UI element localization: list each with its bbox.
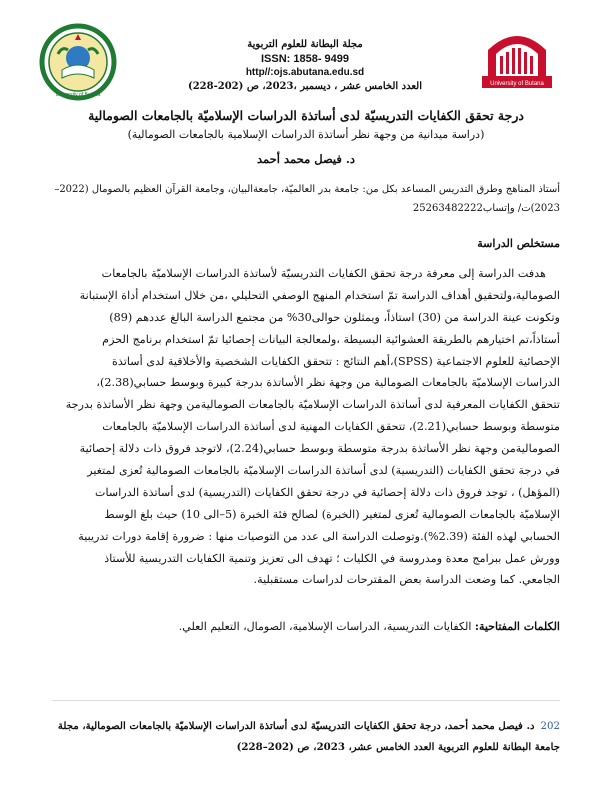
citation-footer: [40, 716, 560, 758]
journal-issn: ISSN: 1858- 9499: [260, 53, 350, 65]
citation-line: جامعة البطانة للعلوم التربوية العدد الخامس عشر، 2023، ص (202–228): [236, 741, 560, 753]
journal-issue: العدد الخامس عشر ، ديسمبر ،2023، ص (202-228): [187, 81, 423, 92]
abstract-line: الحسابي لهذه الفئة (2.39%).وتوصلت الدراسة الى عدد من التوصيات منها : ضرورة إقامة دورات تدريبية: [78, 529, 560, 543]
author-affiliation: [52, 180, 560, 218]
abstract-line: الصوماليةمن وجهة نظر الأساتذة بدرجة متوسطة وبوسط حسابي(2.24)، لاتوجد فروق ذات دلالة إحصائية: [79, 442, 560, 456]
footer-divider: [52, 700, 560, 701]
page-number: 202: [540, 721, 560, 732]
abstract-line: الدراسات الإسلاميّة بالجامعات الصومالية من وجهة نظر الأساتذة بدرجة كبيرة وبوسط حسابي(2.38)،: [96, 376, 560, 390]
journal-emblem-logo: [478, 26, 556, 92]
author-name: د. فيصل محمد أحمد: [256, 152, 356, 166]
abstract-body: [52, 263, 560, 591]
citation-line: د. فيصل محمد أحمد، درجة تحقق الكفايات التدريسيّة لدى أساتذة الدراسات الإسلاميّة بالجامعات الصومالية، مجلة: [57, 720, 535, 732]
svg-text:University of Butana: University of Butana: [490, 81, 544, 87]
abstract-heading: مستخلص الدراسة: [477, 237, 560, 250]
journal-name: مجلة البطانة للعلوم التربوية: [247, 39, 363, 50]
keywords: [179, 620, 560, 633]
abstract-line: هدفت الدراسة إلى معرفة درجة تحقق الكفايات التدريسيّة لأساتذة الدراسات الإسلاميّة بالجامعات: [101, 267, 546, 280]
abstract-line: الإسلاميّة بالجامعات الصومالية تُعزى لمتغير (الخبرة) لصالح فئة الخبرة (5–الى 10) حيث بلغ الوسط: [104, 507, 560, 521]
abstract-line: وورش عمل ببرامج معدة ومدروسة في الكليات ؛ تهدف الى تعزيز وتنمية الكفايات التدريسية للأستاذ: [104, 551, 560, 565]
journal-masthead: [175, 38, 435, 94]
keywords-label: الكلمات المفتاحية:: [474, 620, 560, 633]
abstract-line: الجامعي. كما وضعت الدراسة بعض المقترحات لدراسات مستقبلية.: [253, 573, 560, 587]
keywords-text: الكفايات التدريسية، الدراسات الإسلامية، الصومال، التعليم العلي.: [178, 620, 475, 633]
abstract-line: (المؤهل) ، توجد فروق ذات دلالة إحصائية في درجة تحقق الكفايات (التدريسية) لدى أساتذة الدراسات: [94, 485, 560, 499]
abstract-line: تتحقق الكفايات المعرفية لدى أساتذة الدراسات الإسلاميّة بالجامعات الصوماليةمن وجهة نظر الأساتذة بدرجة: [65, 398, 560, 412]
abstract-line: وتكونت عينة الدراسة من (30) استاذاً، ويمثلون حوالى30% من مجتمع الدراسة البالغ عددهم (89): [109, 310, 560, 324]
abstract-line: الإحصائية للعلوم الاجتماعية (SPSS)،أهم النتائج : تتحقق الكفايات الشخصية والأخلاقية لدى أساتذة: [112, 354, 560, 368]
paper-subtitle: (دراسة ميدانية من وجهة نظر أساتذة الدراسات الإسلامية بالجامعات الصومالية): [127, 128, 485, 141]
abstract-line: متوسطة وبوسط حسابي(2.21)، تتحقق الكفايات المهنية لدى أساتذة الدراسات الإسلاميّة بالجامعات: [102, 420, 560, 434]
university-seal-logo: [38, 20, 118, 102]
svg-text:University of Butana: University of Butana: [55, 92, 101, 98]
abstract-line: أستاذاً،تم اختيارهم بالطريقة العشوائية البسيطة ،ولمعالجة البيانات إحصائيا تمّ استخدام برنامج الحزم: [102, 332, 560, 346]
paper-title: درجة تحقق الكفايات التدريسيّة لدى أساتذة الدراسات الإسلاميّة بالجامعات الصومالية: [88, 108, 524, 123]
abstract-line: الصومالية،ولتحقيق أهداف الدراسة تمّ استخدام المنهج الوصفي التحليلي ،من خلال استخدام أداة الإستبانة: [79, 288, 560, 302]
journal-url[interactable]: http//:ojs.abutana.edu.sd: [245, 67, 365, 78]
affiliation-line: 2023)ت/ وإتساب25263482222: [412, 203, 560, 214]
affiliation-line: أستاذ المناهج وطرق التدريس المساعد بكل من: جامعة بدر العالميّة، جامعةالبيان، وجامعة القرآن العظيم بالصومال (2022–: [54, 184, 560, 195]
abstract-line: في درجة تحقق الكفايات (التدريسية) لدى أساتذة الدراسات الإسلاميّة بالجامعات الصومالية تُعزى لمتغير: [87, 464, 560, 478]
